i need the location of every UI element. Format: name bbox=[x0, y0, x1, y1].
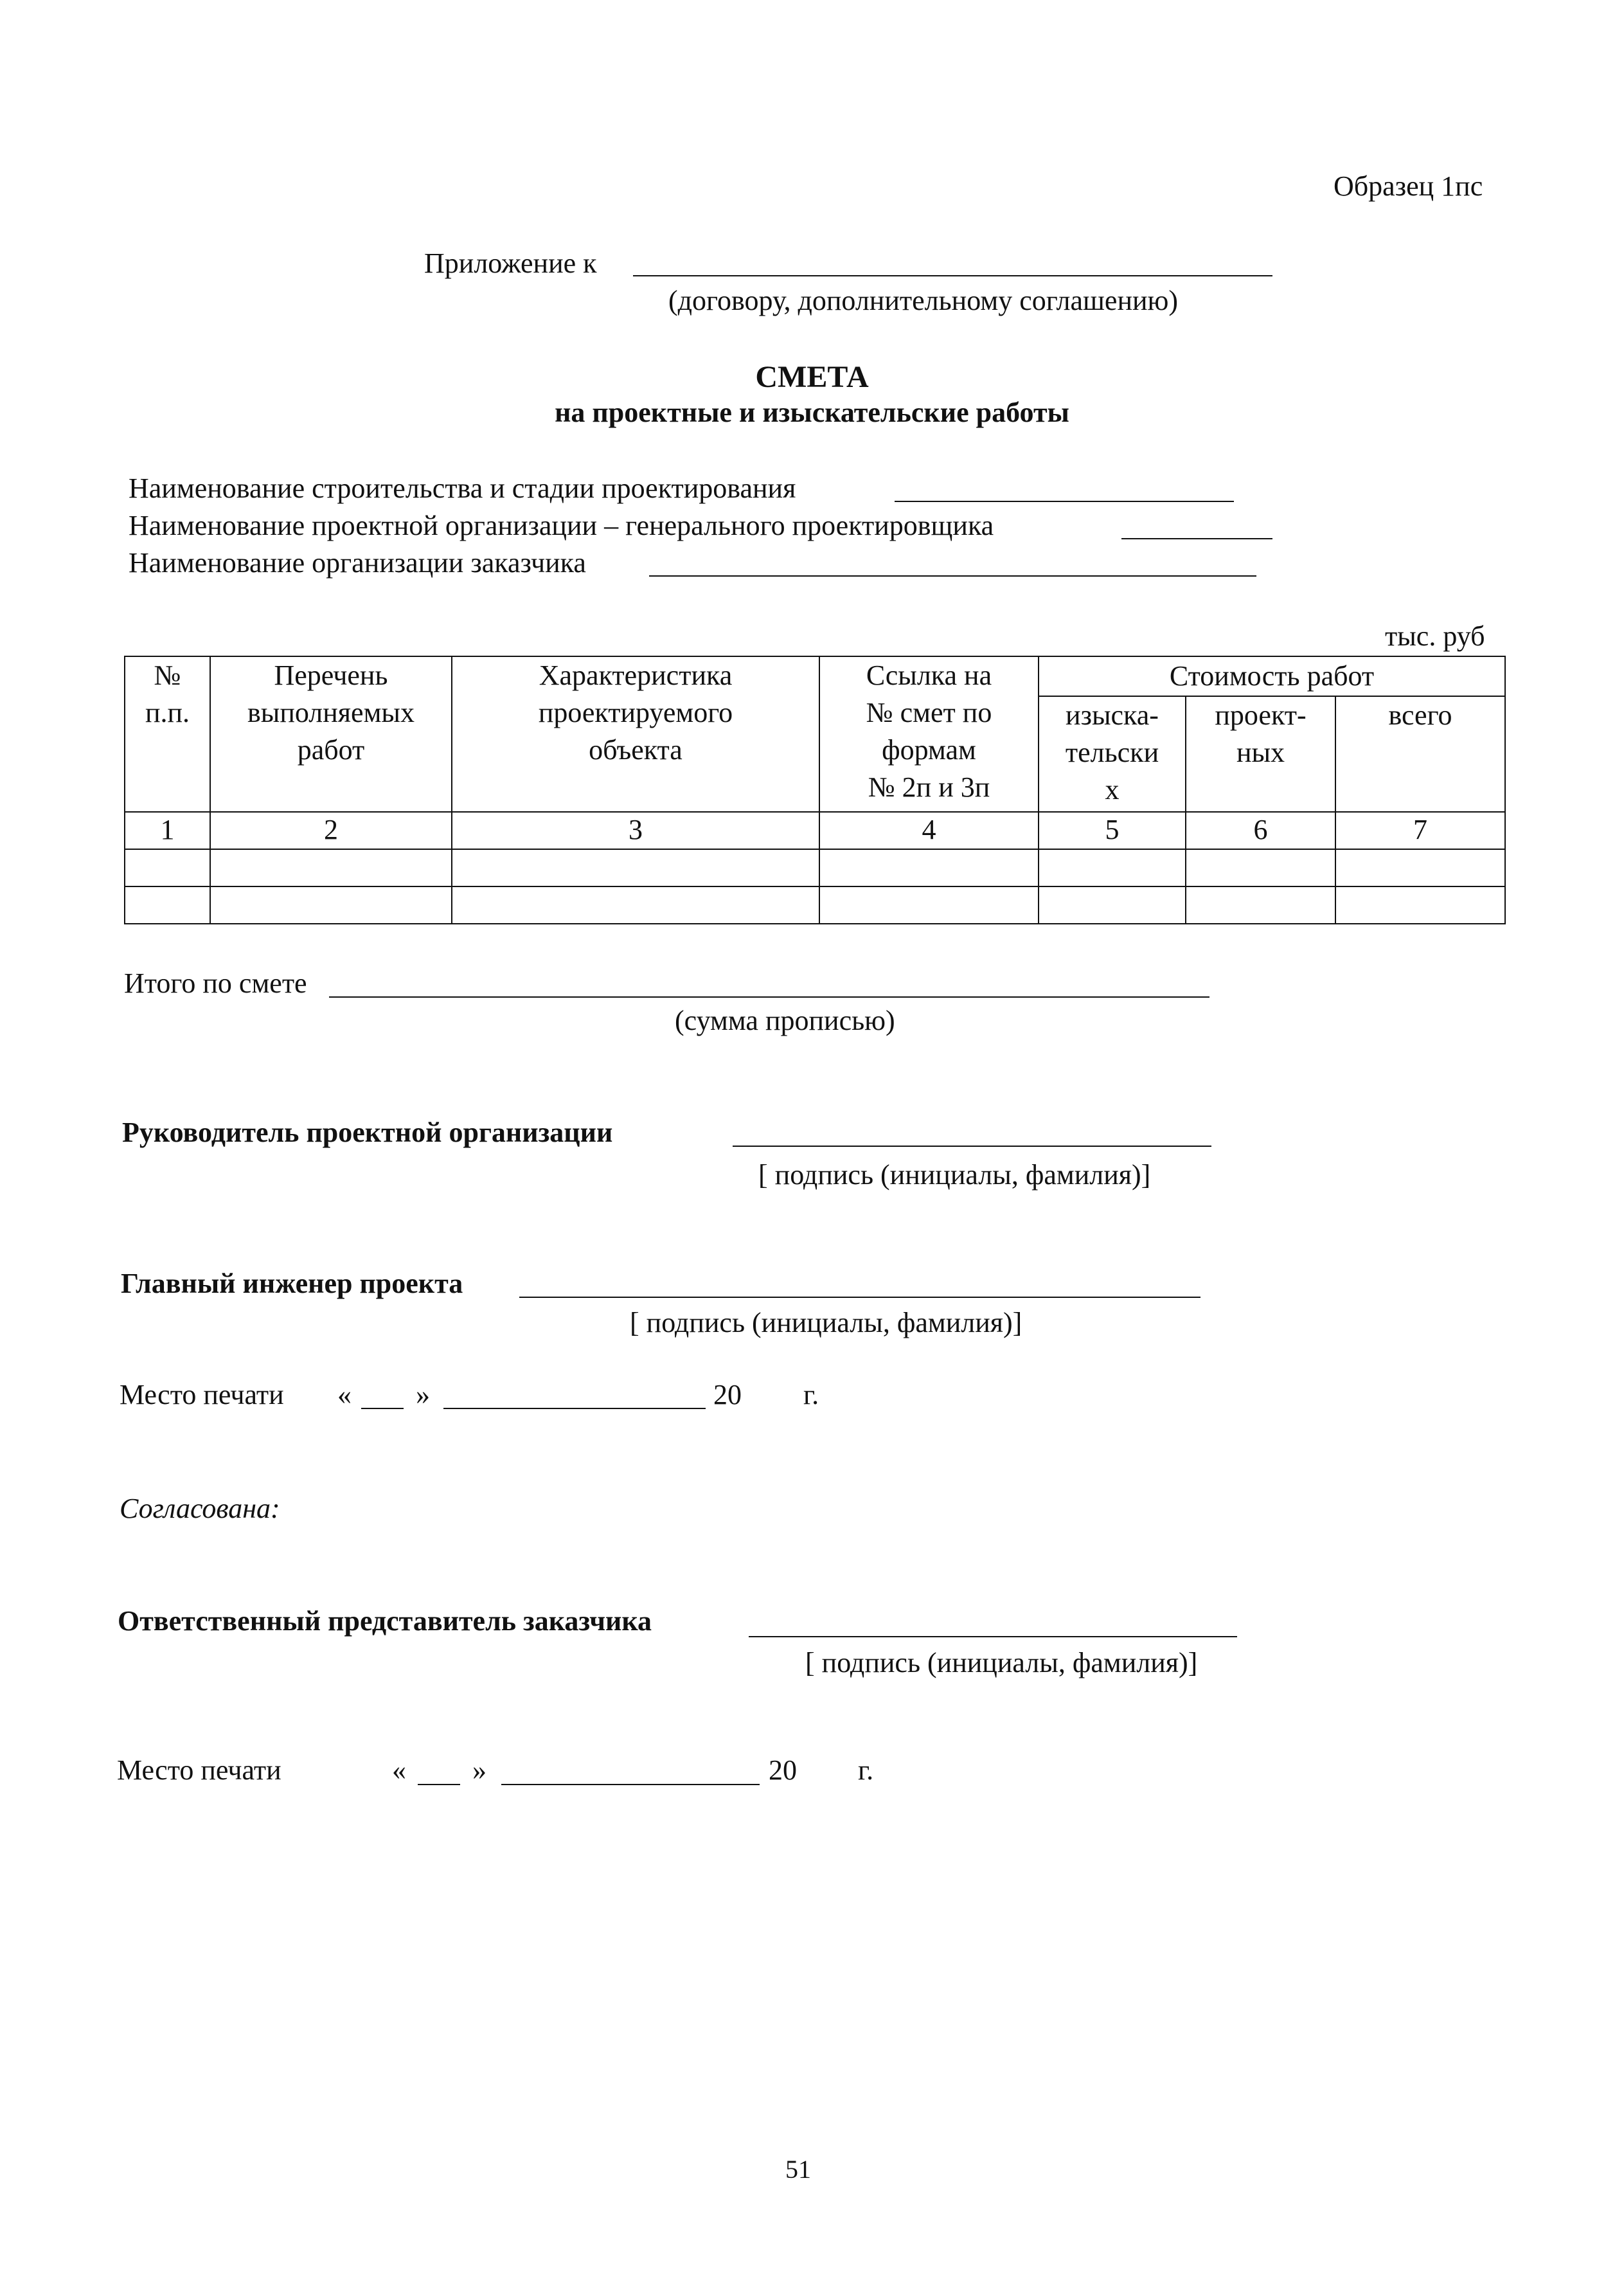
date-day-line bbox=[361, 1408, 404, 1409]
col-number-1: 1 bbox=[125, 812, 210, 849]
date-quote-open: « bbox=[337, 1379, 352, 1410]
engineer-signature-label: Главный инженер проекта bbox=[121, 1268, 463, 1299]
col-header-number: № п.п. bbox=[125, 656, 210, 812]
engineer-signature-line bbox=[519, 1297, 1200, 1298]
field-design-org-name: Наименование проектной организации – генерального проектировщика bbox=[129, 510, 994, 541]
col-header-survey: изыска- тельски х bbox=[1039, 696, 1186, 812]
field-construction-name: Наименование строительства и стадии проектирования bbox=[129, 472, 796, 504]
table-cell bbox=[1186, 886, 1335, 924]
table-cell bbox=[1335, 886, 1505, 924]
appendix-label: Приложение к bbox=[424, 247, 597, 279]
table-cell bbox=[1335, 849, 1505, 886]
col-number-3: 3 bbox=[452, 812, 819, 849]
table-cell bbox=[1186, 849, 1335, 886]
total-caption: (сумма прописью) bbox=[675, 1005, 895, 1036]
customer-signature-caption: [ подпись (инициалы, фамилия)] bbox=[805, 1647, 1198, 1678]
col-number-2: 2 bbox=[210, 812, 452, 849]
units-label: тыс. руб bbox=[1385, 620, 1485, 652]
engineer-signature-caption: [ подпись (инициалы, фамилия)] bbox=[630, 1307, 1022, 1338]
table-cell bbox=[452, 849, 819, 886]
date2-quote-close: » bbox=[472, 1754, 486, 1786]
table-cell bbox=[210, 849, 452, 886]
customer-signature-line bbox=[749, 1636, 1237, 1637]
agreed-label: Согласована: bbox=[120, 1493, 280, 1524]
table-cell bbox=[125, 886, 210, 924]
stamp-label: Место печати bbox=[120, 1379, 284, 1410]
table-cell bbox=[1039, 886, 1186, 924]
col-header-object-characteristics: Характеристика проектируемого объекта bbox=[452, 656, 819, 812]
date2-year-prefix: 20 bbox=[769, 1754, 797, 1786]
date2-month-line bbox=[501, 1784, 760, 1785]
document-subtitle: на проектные и изыскательские работы bbox=[555, 397, 1069, 428]
table-cell bbox=[819, 886, 1039, 924]
col-number-7: 7 bbox=[1335, 812, 1505, 849]
col-header-cost-group: Стоимость работ bbox=[1039, 656, 1505, 696]
appendix-caption: (договору, дополнительному соглашению) bbox=[668, 285, 1179, 316]
date2-year-suffix: г. bbox=[858, 1754, 874, 1786]
field-design-org-line bbox=[1121, 538, 1272, 539]
date2-quote-open: « bbox=[392, 1754, 406, 1786]
table-cell bbox=[819, 849, 1039, 886]
table-row bbox=[125, 849, 1505, 886]
date2-day-line bbox=[418, 1784, 460, 1785]
date-month-line bbox=[443, 1408, 706, 1409]
table-cell bbox=[210, 886, 452, 924]
stamp-label-2: Место печати bbox=[117, 1754, 281, 1786]
page-number: 51 bbox=[785, 2155, 811, 2184]
date-year-prefix: 20 bbox=[713, 1379, 742, 1410]
col-number-5: 5 bbox=[1039, 812, 1186, 849]
col-header-total: всего bbox=[1335, 696, 1505, 812]
customer-signature-label: Ответственный представитель заказчика bbox=[118, 1605, 652, 1637]
table-cell bbox=[452, 886, 819, 924]
date-quote-close: » bbox=[416, 1379, 430, 1410]
field-customer-name: Наименование организации заказчика bbox=[129, 547, 586, 579]
estimate-table bbox=[124, 656, 1506, 924]
date-year-suffix: г. bbox=[803, 1379, 819, 1410]
sample-label: Образец 1пс bbox=[1334, 170, 1483, 202]
col-number-6: 6 bbox=[1186, 812, 1335, 849]
col-header-design: проект- ных bbox=[1186, 696, 1335, 812]
appendix-blank-line bbox=[633, 275, 1272, 276]
head-signature-caption: [ подпись (инициалы, фамилия)] bbox=[758, 1159, 1151, 1191]
total-label: Итого по смете bbox=[124, 967, 307, 999]
col-header-works-list: Перечень выполняемых работ bbox=[210, 656, 452, 812]
col-number-4: 4 bbox=[819, 812, 1039, 849]
field-construction-line bbox=[895, 501, 1234, 502]
table-row bbox=[125, 886, 1505, 924]
table-cell bbox=[125, 849, 210, 886]
head-signature-label: Руководитель проектной организации bbox=[122, 1117, 613, 1148]
document-title: СМЕТА bbox=[755, 360, 869, 394]
total-line bbox=[329, 996, 1209, 998]
col-header-estimate-reference: Ссылка на № смет по формам № 2п и 3п bbox=[819, 656, 1039, 812]
table-cell bbox=[1039, 849, 1186, 886]
field-customer-line bbox=[649, 575, 1256, 577]
head-signature-line bbox=[733, 1146, 1211, 1147]
